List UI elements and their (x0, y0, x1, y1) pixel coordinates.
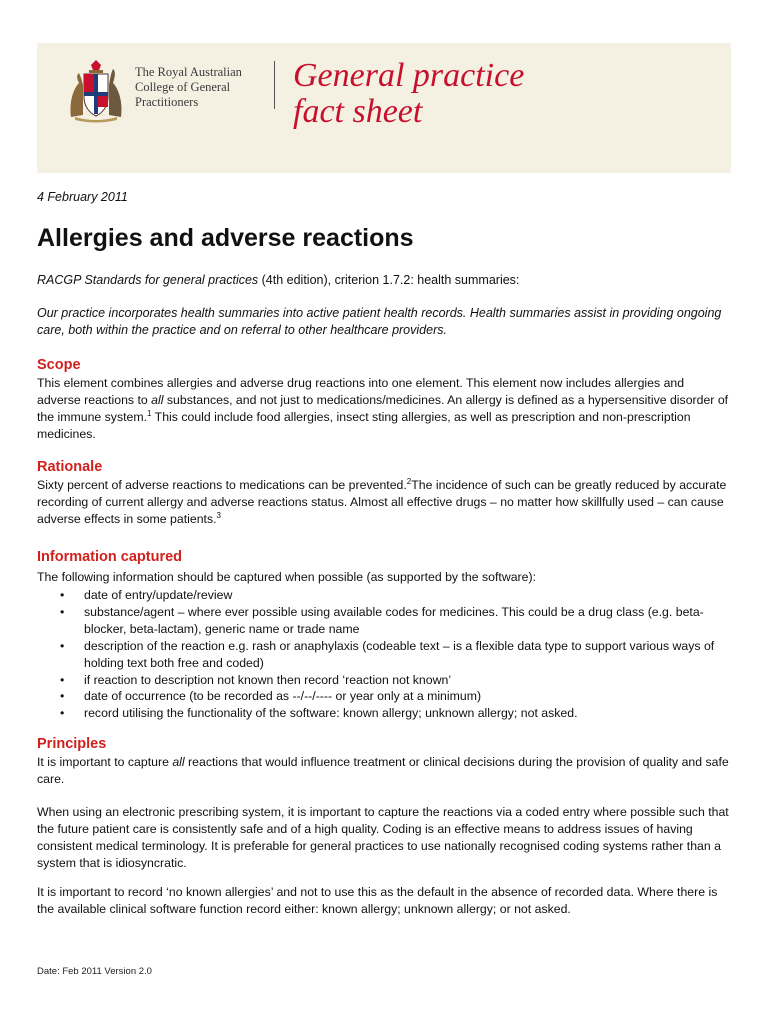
standard-reference-criterion: (4th edition), criterion 1.7.2: health summaries: (258, 273, 520, 287)
footnote-ref: 1 (147, 408, 152, 418)
header-divider (274, 61, 275, 109)
page-title: Allergies and adverse reactions (37, 224, 414, 252)
principles-paragraph-3: It is important to record ‘no known allergies’ and not to use this as the default in the absence of recorded data. Where there is the available clinical software function record either: known allergy; unknown allergy; or not asked. (37, 885, 718, 916)
list-item (37, 688, 727, 705)
list-item (37, 705, 727, 722)
bullet-icon: • (60, 638, 65, 653)
bullet-icon: • (60, 588, 65, 602)
scope-text: This could include food allergies, insect sting allergies, as well as prescription and non-prescription medicines. (37, 409, 691, 441)
header-banner (37, 43, 731, 173)
list-item-text: date of entry/update/review (84, 588, 233, 602)
information-captured-heading: Information captured (37, 549, 183, 565)
list-item-text: substance/agent – where ever possible using available codes for medicines. This could be a drug class (e.g. beta-blocker, beta-lactam), generic name or trade name (84, 604, 704, 636)
rationale-text: The incidence of such can be greatly reduced by accurate recording of current allergy and adverse reactions status. Almost all effective drugs – no matter how skillfully used – can cause adverse effects in some patients. (37, 478, 727, 526)
standard-reference (37, 272, 519, 288)
principles-emphasis: all (172, 755, 185, 769)
principles-text: It is important to capture (37, 755, 173, 769)
college-name (135, 65, 242, 110)
list-item-text: description of the reaction e.g. rash or anaphylaxis (codeable text – is a flexible data type to support various ways of holding text both free and coded) (84, 638, 715, 670)
coat-of-arms-logo (67, 59, 125, 123)
version-footer: Date: Feb 2011 Version 2.0 (37, 966, 152, 977)
rationale-paragraph (37, 477, 731, 528)
standard-reference-title: RACGP Standards for general practices (37, 273, 259, 287)
college-name-line: College of General (135, 80, 231, 94)
scope-text: substances, and not just to medications/medicines. An allergy is defined as a hypersensitive disorder of the immune system. (37, 392, 729, 424)
bullet-icon: • (60, 689, 65, 704)
scope-text: This element combines allergies and adverse drug reactions into one element. This element now includes allergies and adverse reactions to (37, 376, 685, 407)
list-item (37, 587, 727, 604)
principles-paragraph-2: When using an electronic prescribing system, it is important to capture the reactions via a coded entry where possible such that the future patient care is consistently safe and of a high quality. Coding is an effective means to address issues of having consistent medical terminology. It is preferable for general practices to use nationally recognised coding systems rather than a system that is idiosyncratic. (37, 805, 729, 870)
information-list (37, 587, 727, 722)
list-item-text: date of occurrence (to be recorded as --/--/---- or year only at a minimum) (84, 689, 482, 704)
list-item-text: record utilising the functionality of the software: known allergy; unknown allergy; not asked. (84, 706, 578, 721)
list-item (37, 672, 727, 689)
list-item (37, 638, 727, 672)
fact-sheet-title-line: fact sheet (293, 93, 423, 130)
footnote-ref: 2 (406, 476, 412, 486)
scope-paragraph (37, 375, 731, 443)
rationale-heading: Rationale (37, 459, 103, 475)
principles-paragraph-1 (37, 754, 731, 788)
criterion-quote: Our practice incorporates health summaries into active patient health records. Health summaries assist in providing ongoing care, both within the practice and on referral to other healthcare providers. (37, 306, 722, 337)
bullet-icon: • (60, 672, 65, 687)
college-name-line: Practitioners (135, 95, 199, 109)
college-name-line: The Royal Australian (135, 65, 242, 79)
scope-emphasis: all (151, 392, 164, 407)
document-date: 4 February 2011 (37, 190, 128, 204)
fact-sheet-title (293, 58, 524, 130)
bullet-icon: • (60, 604, 65, 619)
bullet-icon: • (60, 706, 65, 721)
principles-text: reactions that would influence treatment or clinical decisions during the provision of quality and safe care. (37, 755, 729, 786)
scope-heading: Scope (37, 357, 81, 373)
principles-heading: Principles (37, 736, 107, 752)
footnote-ref: 3 (216, 510, 221, 520)
fact-sheet-title-line: General practice (293, 57, 525, 94)
rationale-text: Sixty percent of adverse reactions to medications can be prevented. (37, 478, 407, 492)
list-item-text: if reaction to description not known then record ‘reaction not known’ (84, 672, 452, 687)
information-intro: The following information should be captured when possible (as supported by the software): (37, 570, 536, 584)
list-item (37, 604, 727, 638)
